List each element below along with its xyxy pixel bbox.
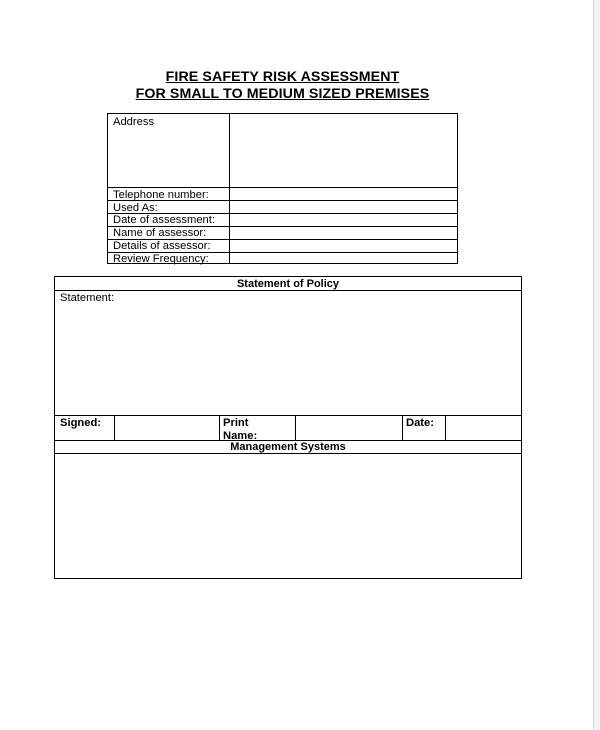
statement-of-policy-heading: Statement of Policy bbox=[236, 278, 340, 290]
signed-field[interactable] bbox=[115, 416, 219, 440]
review-frequency-label: Review Frequency: bbox=[113, 253, 209, 265]
name-of-assessor-label: Name of assessor: bbox=[113, 227, 207, 239]
premises-info-table bbox=[107, 113, 458, 264]
management-systems-field[interactable] bbox=[55, 454, 521, 578]
print-name-field[interactable] bbox=[296, 416, 402, 440]
date-label: Date: bbox=[406, 417, 434, 429]
details-of-assessor-label: Details of assessor: bbox=[113, 240, 211, 252]
date-of-assessment-label: Date of assessment: bbox=[113, 214, 215, 226]
telephone-label: Telephone number: bbox=[113, 189, 209, 201]
used-as-label: Used As: bbox=[113, 202, 158, 214]
review-frequency-field[interactable] bbox=[230, 253, 457, 264]
address-label: Address bbox=[113, 116, 155, 128]
document-title-line-2: FOR SMALL TO MEDIUM SIZED PREMISES bbox=[135, 86, 430, 102]
name-of-assessor-field[interactable] bbox=[230, 227, 457, 239]
signed-label: Signed: bbox=[60, 417, 102, 429]
management-systems-heading: Management Systems bbox=[230, 441, 346, 453]
used-as-field[interactable] bbox=[230, 201, 457, 213]
print-name-label-line-1: Print bbox=[223, 417, 249, 429]
date-of-assessment-field[interactable] bbox=[230, 214, 457, 226]
date-field[interactable] bbox=[446, 416, 521, 440]
telephone-field[interactable] bbox=[230, 188, 457, 200]
policy-table bbox=[54, 276, 522, 579]
document-title-line-1: FIRE SAFETY RISK ASSESSMENT bbox=[165, 69, 400, 85]
details-of-assessor-field[interactable] bbox=[230, 240, 457, 252]
statement-field[interactable] bbox=[55, 291, 521, 415]
address-field[interactable] bbox=[230, 114, 457, 187]
statement-label: Statement: bbox=[60, 292, 115, 304]
print-name-label-line-2: Name: bbox=[223, 430, 258, 442]
